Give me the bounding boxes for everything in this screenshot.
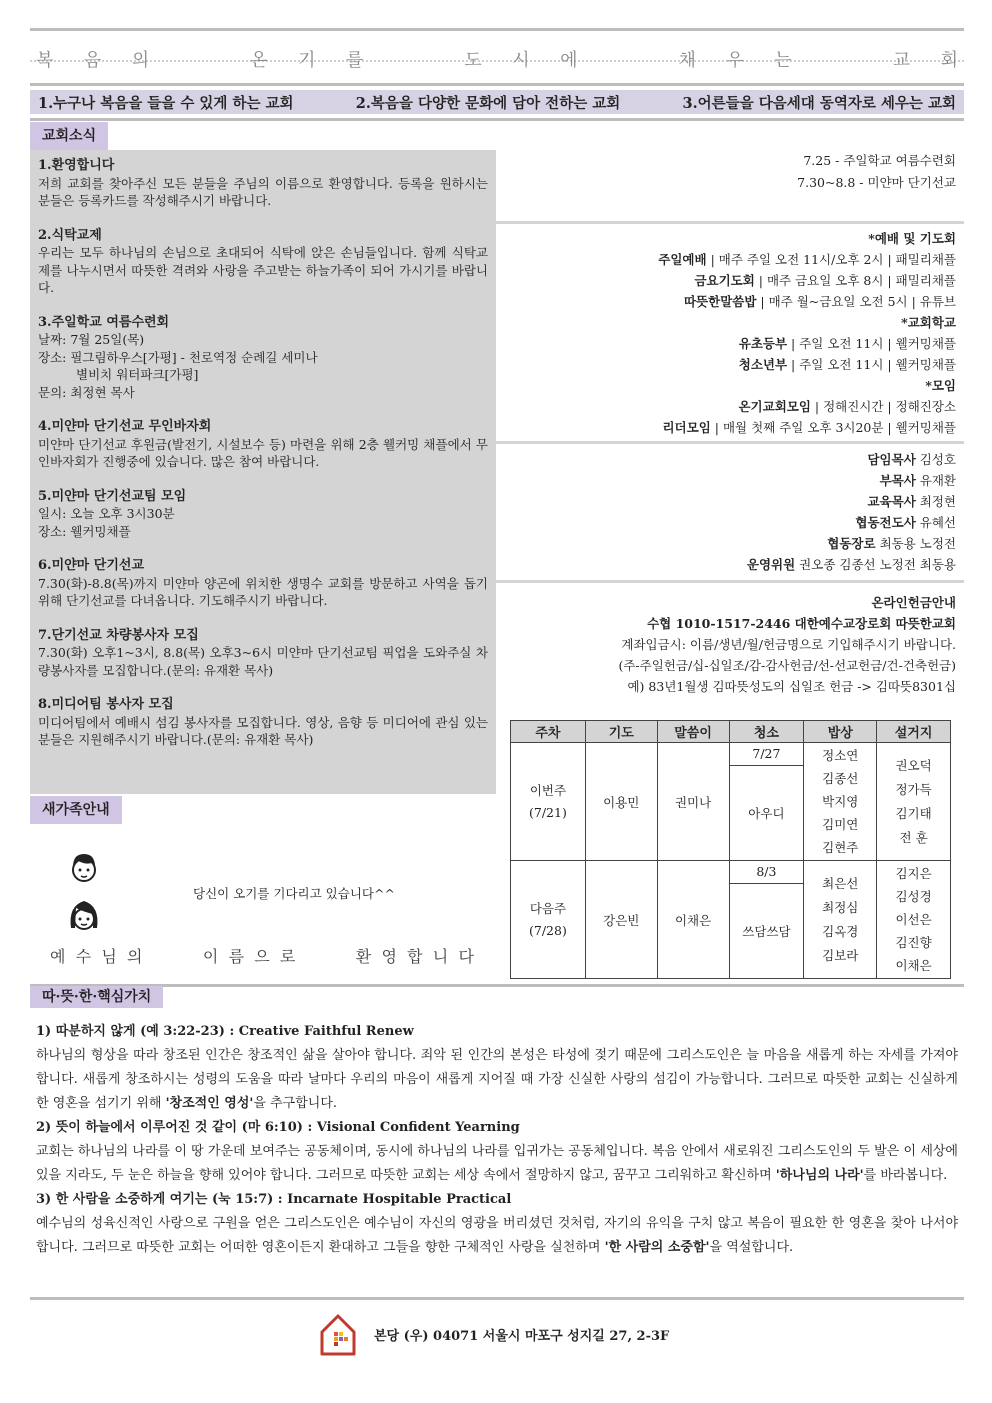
welcome-char: 니 <box>432 947 449 966</box>
news-text: 저희 교회를 찾아주신 모든 분들을 주님의 이름으로 환영합니다. 등록을 원하시는 분들은 등록카드를 작성해주시기 바랍니다. <box>38 175 488 208</box>
news-item <box>38 557 488 610</box>
divider <box>496 441 964 444</box>
top-rule <box>30 28 964 31</box>
news-text: 문의: 최정현 목사 <box>38 384 135 400</box>
value-text: 교회는 하나님의 나라를 이 땅 가운데 보여주는 공동체이며, 동시에 하나님의 나라를 입귀가는 공동체입니다. 복음 안에서 새로워진 그리스도인의 두 발은 이 세상에 있을 지라도, 두 눈은 하늘을 향해 있어야 합니다. 그러므로 따뜻한 교회는 세상 속에서 절망하지 않고, 꿈꾸고 그리워하고 확신하며 '하나님의 나라'를 바라봅니다. <box>36 1144 958 1183</box>
news-title: 5.미얀마 단기선교팀 모임 <box>38 488 187 504</box>
schedule-panel <box>496 150 964 194</box>
prayer-cell: 이용민 <box>585 743 657 861</box>
table-header: 기도 <box>585 721 657 743</box>
staff-row: 부목사 유재환 <box>879 473 956 488</box>
welcome-char <box>306 944 346 967</box>
news-title: 2.식탁교제 <box>38 227 102 243</box>
welcome-char: 수 <box>75 947 92 966</box>
mission-2: 2.복음을 다양한 문화에 담아 전하는 교회 <box>355 94 621 112</box>
values-tag: 따·뜻·한·핵심가치 <box>30 986 163 1008</box>
welcome-banner <box>50 944 474 967</box>
worship-row: 유초등부 | 주일 오전 11시 | 웰커밍채플 <box>738 336 956 351</box>
table-header: 밥상 <box>804 721 877 743</box>
news-title: 1.환영합니다 <box>38 158 115 173</box>
motto-char: 회 <box>940 50 958 71</box>
offering-note: (주-주일헌금/십-십일조/감-감사헌금/선-선교헌금/건-건축헌금) <box>618 658 956 673</box>
staff-row: 협동전도사 유혜선 <box>855 515 956 530</box>
offering-title: 온라인헌금안내 <box>871 595 956 610</box>
welcome-char: 의 <box>127 947 143 966</box>
church-address: 본당 (우) 04071 서울시 마포구 성지길 27, 2-3F <box>374 1328 670 1344</box>
clean-date-cell: 8/3 <box>729 861 804 884</box>
motto-char: 기 <box>298 50 316 71</box>
table-row <box>511 861 951 884</box>
news-item <box>38 418 488 471</box>
news-tag: 교회소식 <box>30 122 108 150</box>
table-header: 말씀이 <box>657 721 729 743</box>
motto-char: 채 <box>678 50 696 71</box>
value-text: 예수님의 성육신적인 사랑으로 구원을 얻은 그리스도인은 예수님이 자신의 영광을 버리셨던 것처럼, 자기의 유익을 구치 않고 복음이 필요한 한 영혼을 찾아 나서야 합니다. 그러므로 따뜻한 교회는 어떠한 영혼이든지 환대하고 그들을 향한 구체적인 사랑을 실천하며 '한 사람의 소중함'을 역설합니다. <box>36 1216 958 1255</box>
welcome-char: 으 <box>254 947 270 966</box>
worship-row: 온기교회모임 | 정해진시간 | 정해진장소 <box>738 399 956 414</box>
staff-panel <box>496 449 964 575</box>
value-heading: 2) 뜻이 하늘에서 이루어진 것 같이 (마 6:10) : Visional Confident Yearning <box>36 1120 520 1135</box>
welcome-char: 영 <box>381 947 397 966</box>
worship-heading: *예배 및 기도회 <box>868 231 956 246</box>
word-cell: 권미나 <box>657 743 729 861</box>
motto-char: 도 <box>464 50 482 71</box>
value-heading: 3) 한 사람을 소중하게 여기는 (눅 15:7) : Incarnate Hospitable Practical <box>36 1192 512 1207</box>
values-rule <box>30 984 964 987</box>
news-text: 별비치 워터파크[가평] <box>76 367 199 382</box>
value-text: 하나님의 형상을 따라 창조된 인간은 창조적인 삶을 살아야 합니다. 죄악 된 인간의 본성은 타성에 젖기 때문에 그리스도인은 늘 마음을 새롭게 하는 자세를 가져야합니다. 새롭게 창조하시는 성령의 도움을 따라 날마다 우리의 마음이 새롭게 지어질 때 가장 신실한 사랑의 섬김이 가능합니다. 그러므로 따뜻한 교회는 신실하게 한 영혼을 섬기기 위해 '창조적인 영성'을 추구합니다. <box>36 1048 958 1111</box>
motto-char: 에 <box>560 50 578 71</box>
news-text: 미얀마 단기선교 후원금(발전기, 시설보수 등) 마련을 위해 2층 웰커밍 채플에서 무인바자회가 진행중에 있습니다. 많은 참여 바랍니다. <box>38 436 488 469</box>
worship-row: 따뜻한말씀밥 | 매주 월~금요일 오전 5시 | 유튜브 <box>683 294 956 309</box>
motto-char: 음 <box>83 50 102 71</box>
motto-char: 온 <box>250 50 268 71</box>
table-header: 설거지 <box>877 721 951 743</box>
clean-cell: 쓰담쓰담 <box>729 883 804 978</box>
news-text: 일시: 오늘 오후 3시30분 <box>38 506 175 521</box>
news-title: 6.미얀마 단기선교 <box>38 558 145 573</box>
table-row <box>511 743 951 766</box>
motto-char: 의 <box>131 50 150 71</box>
word-cell: 이채은 <box>657 861 729 979</box>
news-text: 7.30(화)-8.8(목)까지 미얀마 양곤에 위치한 생명수 교회를 방문하고 사역을 돕기 위해 단기선교를 다녀옵니다. 기도해주시기 바랍니다. <box>38 575 488 608</box>
mission-1: 1.누구나 복음을 들을 수 있게 하는 교회 <box>38 94 294 112</box>
staff-row: 협동장로 최동용 노정전 <box>827 536 956 551</box>
motto-char: 는 <box>774 50 792 71</box>
clean-date-cell: 7/27 <box>729 743 804 766</box>
motto-char: 를 <box>345 50 364 71</box>
news-text: 7.30(화) 오후1~3시, 8.8(목) 오후3~6시 미얀마 단기선교팀 픽업을 도와주실 차량봉사자를 모집합니다.(문의: 유재환 목사) <box>38 645 488 678</box>
girl-icon <box>66 898 102 936</box>
welcome-message: 당신이 오기를 기다리고 있습니다^^ <box>193 886 395 901</box>
news-text: 미디어팀에서 예배시 섬김 봉사자를 모집합니다. 영상, 음향 등 미디어에 관심 있는 분들은 지원해주시기 바랍니다.(문의: 유재환 목사) <box>38 714 488 747</box>
news-item <box>38 627 488 680</box>
week-cell: 다음주 (7/28) <box>511 861 586 979</box>
news-item <box>38 314 488 402</box>
welcome-char: 이 <box>202 947 219 966</box>
news-text: 장소: 웰커밍채플 <box>38 523 131 539</box>
footer <box>318 1310 678 1358</box>
worship-heading: *교회학교 <box>901 315 956 330</box>
table-header: 주차 <box>511 721 586 743</box>
welcome-char <box>153 944 193 967</box>
news-panel <box>30 150 496 794</box>
worship-heading: *모임 <box>925 378 956 393</box>
welcome-char: 합 <box>407 947 423 966</box>
staff-row: 운영위원 권오종 김종선 노정전 최동용 <box>746 557 956 572</box>
dish-cell: 김지은 김성경 이선은 김진향 이채은 <box>877 861 951 979</box>
meal-cell: 정소연 김종선 박지영 김미연 김현주 <box>804 743 877 861</box>
motto-char: 복 <box>36 50 54 71</box>
schedule-item: 7.30~8.8 - 미얀마 단기선교 <box>797 175 956 190</box>
church-motto <box>30 44 964 74</box>
welcome-char: 예 <box>50 947 66 966</box>
mission-rule <box>30 118 964 121</box>
offering-note: 예) 83년1월생 김따뜻성도의 십일조 헌금 -> 김따뜻8301십 <box>627 679 956 694</box>
mission-bar <box>30 90 964 114</box>
meal-cell: 최은선 최정심 김옥경 김보라 <box>804 861 877 979</box>
clean-cell: 아우디 <box>729 765 804 860</box>
welcome-char: 다 <box>458 947 474 966</box>
news-title: 3.주일학교 여름수련회 <box>38 314 170 330</box>
news-title: 7.단기선교 차량봉사자 모집 <box>38 627 199 643</box>
week-cell: 이번주 (7/21) <box>511 743 586 861</box>
duty-table <box>510 720 951 979</box>
news-text: 우리는 모두 하나님의 손님으로 초대되어 식탁에 앉은 손님들입니다. 함께 식탁교제를 나누시면서 따뜻한 격려와 사랑을 주고받는 하늘가족이 되어 가시기를 바랍니다. <box>38 245 488 295</box>
offering-panel <box>496 592 964 697</box>
staff-row: 교육목사 최정현 <box>867 494 956 509</box>
mission-3: 3.어른들을 다음세대 동역자로 세우는 교회 <box>682 94 956 112</box>
news-item <box>38 227 488 297</box>
church-house-logo-icon <box>318 1312 358 1356</box>
divider <box>496 221 964 224</box>
footer-rule <box>30 1297 964 1300</box>
dish-cell: 권오덕 정가득 김기태 전 훈 <box>877 743 951 861</box>
motto-char: 시 <box>512 50 530 71</box>
news-text: 장소: 필그림하우스[가평] - 천로역정 순례길 세미나 <box>38 349 318 365</box>
schedule-item: 7.25 - 주일학교 여름수련회 <box>803 153 956 168</box>
worship-row: 금요기도회 | 매주 금요일 오후 8시 | 패밀리채플 <box>694 273 956 288</box>
value-heading: 1) 따분하지 않게 (예 3:22-23) : Creative Faithful Renew <box>36 1024 414 1039</box>
motto-char: 교 <box>892 50 911 71</box>
welcome-char: 로 <box>279 947 296 966</box>
welcome-char: 름 <box>228 947 245 966</box>
staff-row: 담임목사 김성호 <box>867 452 956 467</box>
news-item <box>38 157 488 210</box>
offering-account: 수협 1010-1517-2446 대한예수교장로회 따뜻한교회 <box>647 616 956 631</box>
offering-note: 계좌입금시: 이름/생년/월/헌금명으로 기입해주시기 바랍니다. <box>621 637 956 652</box>
core-values <box>36 1020 958 1260</box>
welcome-char: 님 <box>101 947 117 966</box>
news-item <box>38 488 488 541</box>
welcome-char: 환 <box>355 947 372 966</box>
boy-icon <box>68 852 100 886</box>
newfamily-tag: 새가족안내 <box>30 796 122 824</box>
news-item <box>38 696 488 749</box>
news-text: 날짜: 7월 25일(목) <box>38 332 145 347</box>
worship-row: 리더모임 | 매월 첫째 주일 오후 3시20분 | 웰커밍채플 <box>662 420 956 435</box>
news-title: 4.미얀마 단기선교 무인바자회 <box>38 419 212 434</box>
worship-panel <box>496 228 964 438</box>
motto-rule <box>30 83 964 86</box>
prayer-cell: 강은빈 <box>585 861 657 979</box>
divider <box>496 580 964 583</box>
worship-row: 주일예배 | 매주 주일 오전 11시/오후 2시 | 패밀리채플 <box>658 252 956 267</box>
worship-row: 청소년부 | 주일 오전 11시 | 웰커밍채플 <box>738 357 956 372</box>
table-header-row <box>511 721 951 743</box>
news-title: 8.미디어팀 봉사자 모집 <box>38 697 174 712</box>
motto-char: 우 <box>726 50 744 71</box>
table-header: 청소 <box>729 721 804 743</box>
